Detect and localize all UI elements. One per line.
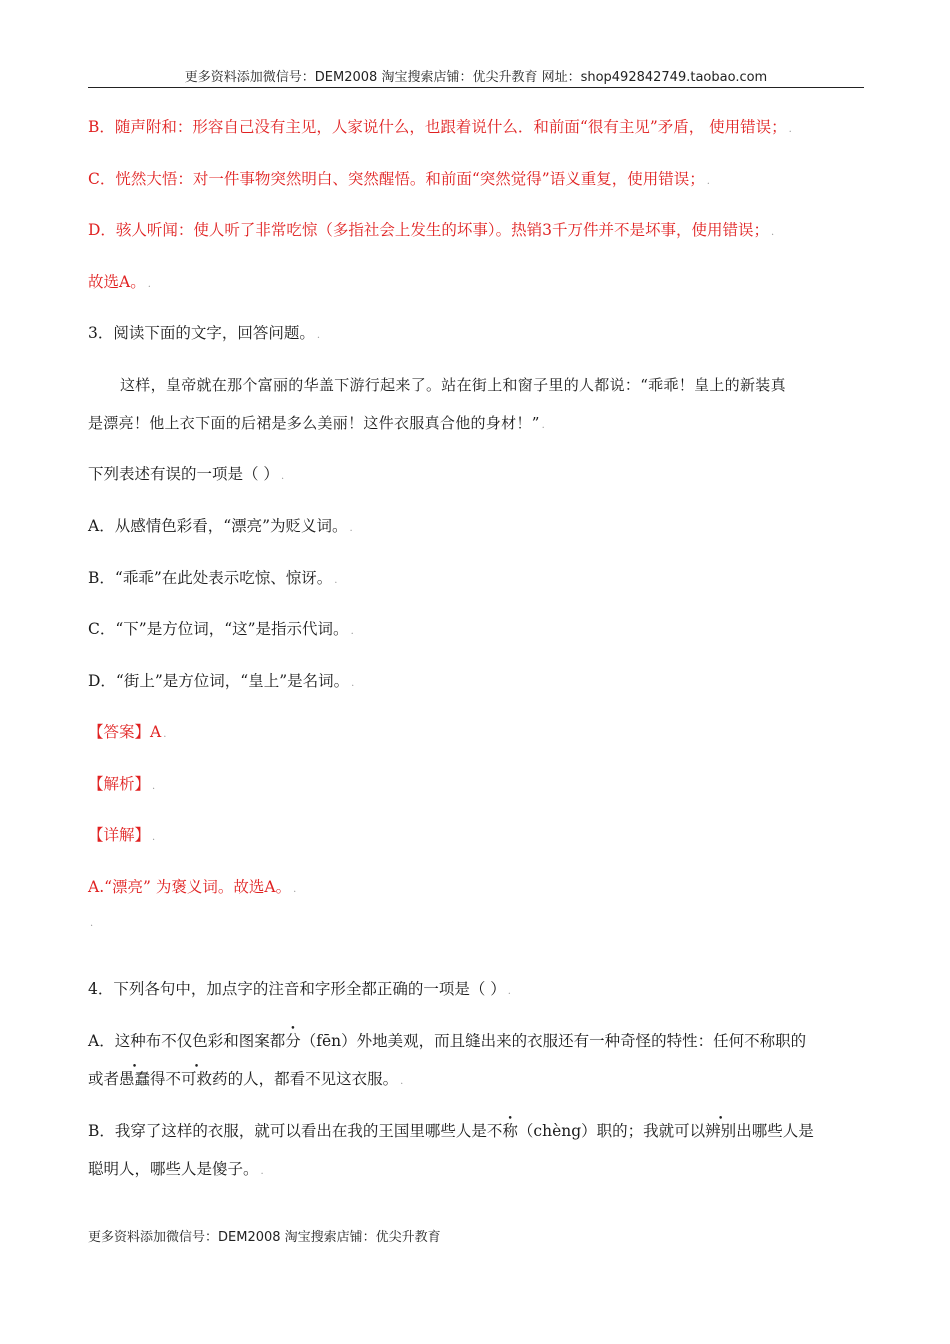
q3-stem: 下列表述有误的一项是（ ） . xyxy=(88,465,285,483)
q3-option-c: C．“下”是方位词，“这”是指示代词。 . xyxy=(88,620,354,638)
q3-passage-line2: 是漂亮！他上衣下面的后裙是多么美丽！这件衣服真合他的身材！” . xyxy=(88,414,546,432)
prev-option-c: C．恍然大悟：对一件事物突然明白、突然醒悟。和前面“突然觉得”语义重复，使用错误； . xyxy=(88,170,710,188)
prev-conclusion: 故选A。 . xyxy=(88,273,151,291)
q4-option-b-line2: 聪明人，哪些人是傻子。 . xyxy=(88,1160,264,1178)
prev-option-d: D．骇人听闻：使人听了非常吃惊（多指社会上发生的坏事）。热销3千万件并不是坏事，使用错误； . xyxy=(88,221,775,239)
q3-option-a: A．从感情色彩看，“漂亮”为贬义词。 . xyxy=(88,517,353,535)
q4-option-a-line2: 或者愚蠢得不可救药的人，都看不见这衣服。 . xyxy=(88,1070,404,1088)
q3-title: 3．阅读下面的文字，回答问题。 . xyxy=(88,324,321,342)
q4-option-b-line1: B．我穿了这样的衣服，就可以看出在我的王国里哪些人是不称（chèng）职的；我就可以辨别出哪些人是 xyxy=(88,1122,814,1140)
q3-option-d: D．“街上”是方位词，“皇上”是名词。 . xyxy=(88,672,355,690)
prev-option-b: B．随声附和：形容自己没有主见，人家说什么，也跟着说什么．和前面“很有主见”矛盾， 使用错误； . xyxy=(88,118,792,136)
q3-detail-label: 【详解】 . xyxy=(88,826,156,844)
q3-passage-line1: 这样，皇帝就在那个富丽的华盖下游行起来了。站在街上和窗子里的人都说：“乖乖！皇上的新装真 xyxy=(120,376,786,394)
q4-option-a-line1: A．这种布不仅色彩和图案都分（fēn）外地美观，而且缝出来的衣服还有一种奇怪的特性：任何不称职的 xyxy=(88,1032,807,1050)
empty-paragraph-mark: . xyxy=(90,918,94,929)
dotted-word: 辨别 xyxy=(705,1122,737,1140)
dotted-char: 分 xyxy=(285,1032,301,1050)
dotted-char: 称 xyxy=(502,1122,518,1140)
dotted-word: 愚蠢 xyxy=(119,1070,151,1088)
dotted-word: 不可救药 xyxy=(165,1070,228,1088)
q4-title: 4．下列各句中，加点字的注音和字形全都正确的一项是（ ） . xyxy=(88,980,511,998)
q3-answer: 【答案】A . xyxy=(88,723,167,741)
q3-option-b: B．“乖乖”在此处表示吃惊、惊讶。 . xyxy=(88,569,338,587)
q3-analysis: 【解析】 . xyxy=(88,775,156,793)
page-footer: 更多资料添加微信号：DEM2008 淘宝搜索店铺：优尖升教育 xyxy=(88,1230,441,1245)
q3-detail-text: A.“漂亮” 为褒义词。故选A。 . xyxy=(88,878,297,896)
header-rule xyxy=(88,87,864,88)
page-header: 更多资料添加微信号：DEM2008 淘宝搜索店铺：优尖升教育 网址：shop492842749.taobao.com xyxy=(184,70,768,85)
